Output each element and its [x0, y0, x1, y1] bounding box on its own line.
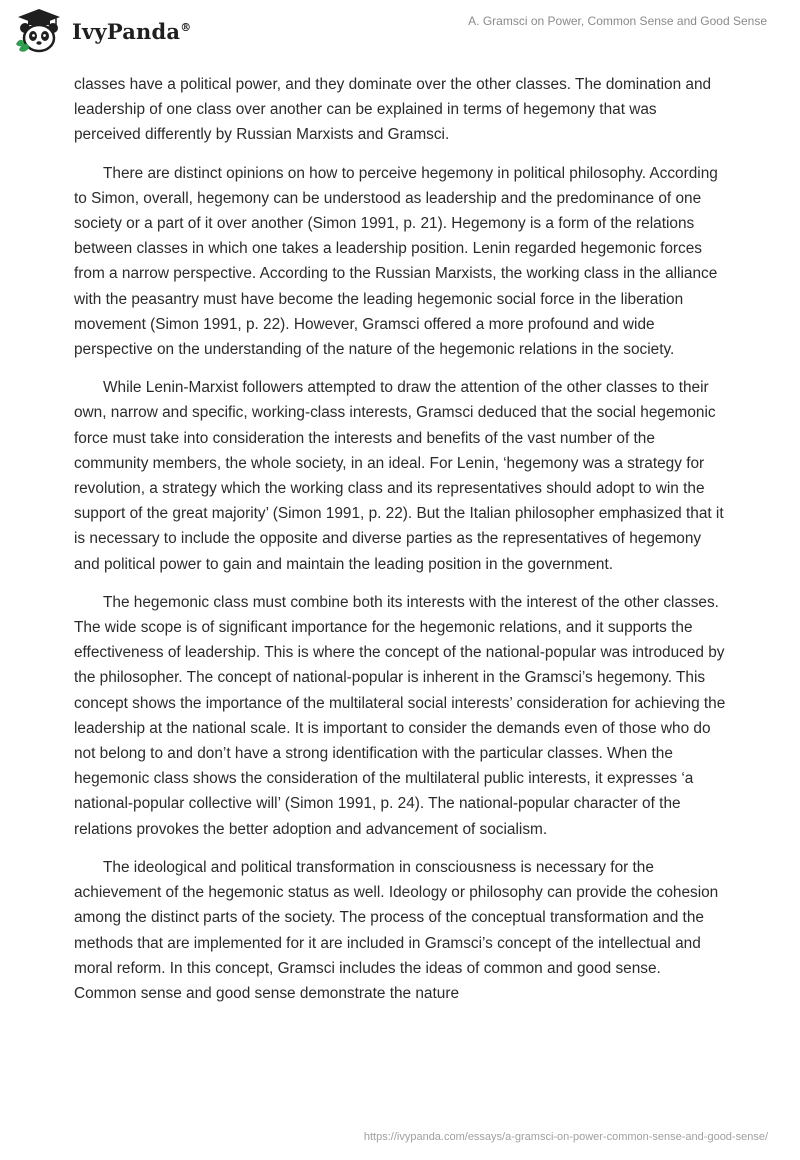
paragraph: While Lenin-Marxist followers attempted to draw the attention of the other classes to their own, narrow and specific, working-class interests, Gramsci deduced that the social hegemonic force must take into consideration the interests and benefits of the vast number of the community members, the whole society, in an ideal. For Lenin, ‘hegemony was a strategy for revolution, a strategy which the working class and its representatives should adopt to win the support of the great majority’ (Simon 1991, p. 22). But the Italian philosopher emphasized that it is necessary to include the opposite and diverse parties as the representatives of hegemony and political power to gain and maintain the leading position in the government. — [74, 379, 724, 573]
panda-logo-icon — [14, 6, 64, 56]
paragraph: The hegemonic class must combine both its interests with the interest of the other classes. The wide scope is of significant importance for the hegemonic relations, and it supports the effectiveness of leadership. This is where the concept of the national-popular was introduced by the philosopher. The concept of national-popular is inherent in the Gramsci’s hegemony. This concept shows the importance of the multilateral social interests’ consideration for achieving the leadership at the national scale. It is important to consider the demands even of those who do not belong to and don’t have a strong identification with the particular classes. When the hegemonic class shows the consideration of the multilateral public interests, it expresses ‘a national-popular collective will’ (Simon 1991, p. 24). The national-popular character of the relations provokes the better adoption and advancement of socialism. — [74, 593, 726, 838]
paragraph: There are distinct opinions on how to perceive hegemony in political philosophy. According to Simon, overall, hegemony can be understood as leadership and the predominance of one society or a part of it over another (Simon 1991, p. 21). Hegemony is a form of the relations between classes in which one takes a leadership position. Lenin regarded hegemonic forces from a narrow perspective. According to the Russian Marxists, the working class in the alliance with the peasantry must have become the leading hegemonic social force in the liberation movement (Simon 1991, p. 22). However, Gramsci offered a more profound and wide perspective on the understanding of the nature of the hegemonic relations in the society. — [74, 164, 718, 359]
brand-logo[interactable] — [14, 6, 191, 56]
source-url-link[interactable]: https://ivypanda.com/essays/a-gramsci-on-power-common-sense-and-good-sense/ — [363, 1131, 768, 1143]
paragraph: The ideological and political transformation in consciousness is necessary for the achievement of the hegemonic status as well. Ideology or philosophy can provide the cohesion among the distinct parts of the society. The process of the conceptual transformation and the methods that are implemented for it are included in Gramsci’s concept of the intellectual and moral reform. In this concept, Gramsci includes the ideas of common and good sense. Common sense and good sense demonstrate the nature — [74, 858, 719, 1002]
page-header — [0, 0, 800, 62]
document-title: A. Gramsci on Power, Common Sense and Good Sense — [468, 14, 767, 28]
paragraph: classes have a political power, and they dominate over the other classes. The domination and leadership of one class over another can be explained in terms of hegemony that was perceived differently by Russian Marxists and Gramsci. — [74, 76, 712, 144]
brand-name: IvyPanda® — [72, 18, 192, 44]
essay-body — [74, 72, 726, 1019]
